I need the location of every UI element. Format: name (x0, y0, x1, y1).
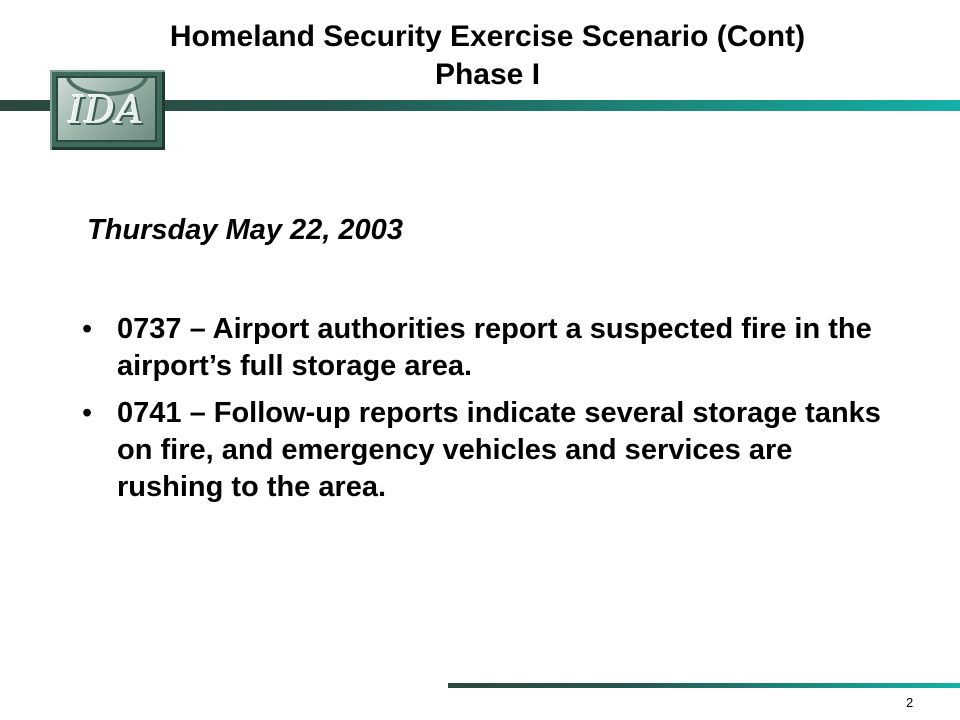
event-list (82, 311, 882, 516)
ida-logo (50, 70, 165, 150)
ida-logo-plate (56, 76, 157, 142)
list-item (82, 311, 882, 385)
list-item (82, 395, 882, 506)
page-number: 2 (906, 695, 914, 710)
scenario-date: Thursday May 22, 2003 (87, 214, 403, 246)
footer-divider-bar (448, 683, 960, 688)
list-item-text: 0737 – Airport authorities report a suspected fire in the airport’s full storage area. (117, 313, 872, 382)
bullet-icon: • (82, 397, 93, 429)
list-item-text: 0741 – Follow-up reports indicate several storage tanks on fire, and emergency vehicles and services are rushing to the area. (117, 397, 881, 503)
title-line-2: Phase I (434, 58, 541, 91)
bullet-icon: • (82, 313, 93, 345)
logo-text: IDA (68, 88, 145, 132)
title-line-1: Homeland Security Exercise Scenario (Cont) (169, 20, 806, 53)
